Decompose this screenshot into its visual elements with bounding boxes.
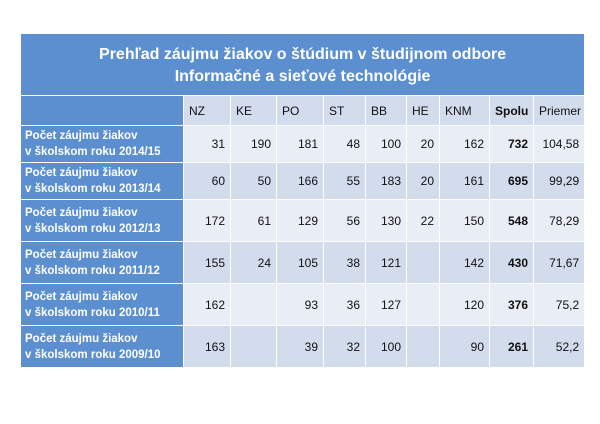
- row-label: [21, 200, 184, 242]
- row-label-line-1: Počet záujmu žiakov: [25, 332, 138, 345]
- column-header-nz: NZ: [184, 96, 231, 126]
- column-header-he: HE: [407, 96, 440, 126]
- cell-ke: 24: [231, 242, 277, 284]
- cell-he: 20: [407, 163, 440, 200]
- row-label-line-1: Počet záujmu žiakov: [25, 167, 138, 179]
- cell-po: 181: [277, 126, 324, 163]
- row-label-line-2: v školskom roku 2010/11: [25, 306, 160, 319]
- row-label: [21, 242, 184, 284]
- cell-priemer: 99,29: [534, 163, 585, 200]
- table-row: [21, 326, 585, 368]
- cell-ke: [231, 326, 277, 368]
- row-label-line-1: Počet záujmu žiakov: [25, 248, 138, 261]
- cell-he: 22: [407, 200, 440, 242]
- column-header-bb: BB: [366, 96, 407, 126]
- table-row: [21, 126, 585, 163]
- cell-knm: 150: [440, 200, 490, 242]
- cell-spolu: 695: [490, 163, 534, 200]
- column-header-priemer: Priemer: [534, 96, 585, 126]
- column-header-po: PO: [277, 96, 324, 126]
- cell-spolu: 548: [490, 200, 534, 242]
- cell-spolu: 732: [490, 126, 534, 163]
- row-label: [21, 126, 184, 163]
- interest-table-wrapper: [20, 33, 584, 368]
- cell-he: [407, 284, 440, 326]
- cell-he: 20: [407, 126, 440, 163]
- table-row: [21, 242, 585, 284]
- cell-priemer: 52,2: [534, 326, 585, 368]
- cell-knm: 162: [440, 126, 490, 163]
- cell-ke: 61: [231, 200, 277, 242]
- cell-knm: 90: [440, 326, 490, 368]
- column-header-spolu: Spolu: [490, 96, 534, 126]
- cell-knm: 142: [440, 242, 490, 284]
- cell-po: 39: [277, 326, 324, 368]
- cell-he: [407, 326, 440, 368]
- column-header-ke: KE: [231, 96, 277, 126]
- table-row: [21, 284, 585, 326]
- cell-bb: 121: [366, 242, 407, 284]
- cell-nz: 163: [184, 326, 231, 368]
- cell-bb: 183: [366, 163, 407, 200]
- cell-ke: 190: [231, 126, 277, 163]
- cell-po: 129: [277, 200, 324, 242]
- column-header-st: ST: [324, 96, 366, 126]
- cell-knm: 161: [440, 163, 490, 200]
- table-row: [21, 200, 585, 242]
- row-label-line-2: v školskom roku 2014/15: [25, 146, 161, 158]
- row-label: [21, 284, 184, 326]
- cell-spolu: 261: [490, 326, 534, 368]
- header-corner-cell: [21, 96, 184, 126]
- cell-nz: 60: [184, 163, 231, 200]
- table-title-line-2: Informačné a sieťové technológie: [174, 67, 431, 85]
- cell-ke: [231, 284, 277, 326]
- column-header-knm: KNM: [440, 96, 490, 126]
- cell-nz: 162: [184, 284, 231, 326]
- cell-bb: 127: [366, 284, 407, 326]
- interest-table: [20, 33, 585, 368]
- row-label-line-1: Počet záujmu žiakov: [25, 130, 138, 142]
- cell-he: [407, 242, 440, 284]
- row-label-line-2: v školskom roku 2013/14: [25, 183, 161, 195]
- cell-bb: 100: [366, 326, 407, 368]
- cell-st: 55: [324, 163, 366, 200]
- row-label-line-2: v školskom roku 2012/13: [25, 222, 161, 235]
- cell-po: 93: [277, 284, 324, 326]
- column-header-row: [21, 96, 585, 126]
- cell-nz: 155: [184, 242, 231, 284]
- cell-nz: 31: [184, 126, 231, 163]
- table-title-line-1: Prehľad záujmu žiakov o štúdium v študijnom odbore: [99, 45, 507, 63]
- row-label-line-2: v školskom roku 2011/12: [25, 264, 160, 277]
- row-label: [21, 326, 184, 368]
- row-label-line-1: Počet záujmu žiakov: [25, 206, 138, 219]
- table-title: [21, 34, 585, 96]
- row-label-line-1: Počet záujmu žiakov: [25, 290, 138, 303]
- cell-po: 166: [277, 163, 324, 200]
- cell-priemer: 71,67: [534, 242, 585, 284]
- cell-st: 48: [324, 126, 366, 163]
- cell-st: 36: [324, 284, 366, 326]
- cell-bb: 130: [366, 200, 407, 242]
- cell-spolu: 376: [490, 284, 534, 326]
- cell-priemer: 104,58: [534, 126, 585, 163]
- row-label-line-2: v školskom roku 2009/10: [25, 348, 161, 361]
- cell-st: 38: [324, 242, 366, 284]
- table-row: [21, 163, 585, 200]
- cell-st: 32: [324, 326, 366, 368]
- cell-nz: 172: [184, 200, 231, 242]
- cell-priemer: 75,2: [534, 284, 585, 326]
- cell-knm: 120: [440, 284, 490, 326]
- cell-priemer: 78,29: [534, 200, 585, 242]
- row-label: [21, 163, 184, 200]
- cell-ke: 50: [231, 163, 277, 200]
- cell-bb: 100: [366, 126, 407, 163]
- cell-st: 56: [324, 200, 366, 242]
- cell-po: 105: [277, 242, 324, 284]
- cell-spolu: 430: [490, 242, 534, 284]
